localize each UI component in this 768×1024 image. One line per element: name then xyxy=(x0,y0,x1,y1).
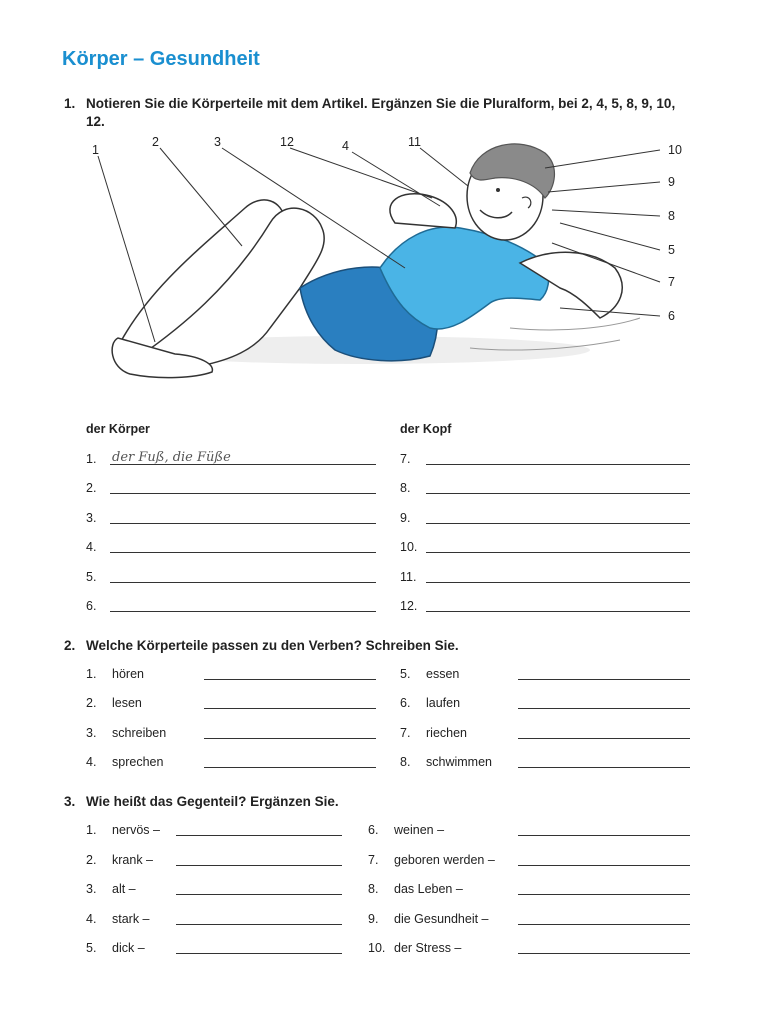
verb-label: essen xyxy=(426,667,460,681)
item-number: 3. xyxy=(86,882,97,896)
item-number: 5. xyxy=(400,667,411,681)
figure-label-4: 4 xyxy=(342,139,349,153)
figure-label-12: 12 xyxy=(280,135,294,149)
verb-label: riechen xyxy=(426,725,467,740)
word-label: dick – xyxy=(112,941,145,955)
exercise-2-instruction xyxy=(64,638,459,653)
figure-label-11: 11 xyxy=(408,135,421,149)
answer-line[interactable] xyxy=(110,582,376,583)
figure-label-1: 1 xyxy=(92,143,99,157)
instruction-text: Notieren Sie die Körperteile mit dem Artikel. Ergänzen Sie die Pluralform, bei 2, 4, 5, 8, 9, 10, xyxy=(86,96,676,111)
instruction-continuation: 12. xyxy=(86,114,105,129)
answer-line[interactable] xyxy=(518,708,690,709)
figure-label-6: 6 xyxy=(668,309,675,323)
answer-number: 8. xyxy=(400,481,411,496)
item-number: 3. xyxy=(86,725,97,740)
item-number: 6. xyxy=(368,823,379,837)
answer-line[interactable] xyxy=(518,767,690,768)
answer-line[interactable] xyxy=(176,924,342,925)
exercise-number: 2. xyxy=(64,638,76,653)
answer-number: 12. xyxy=(400,599,418,613)
word-label: die Gesundheit – xyxy=(394,911,489,926)
answer-line[interactable] xyxy=(110,493,376,494)
answer-line[interactable] xyxy=(426,582,690,583)
item-number: 7. xyxy=(400,725,411,740)
verb-label: laufen xyxy=(426,696,461,711)
item-number: 9. xyxy=(368,911,379,926)
body-illustration xyxy=(0,128,768,398)
answer-number: 9. xyxy=(400,510,411,525)
item-number: 7. xyxy=(368,852,379,867)
item-number: 2. xyxy=(86,696,97,711)
figure-label-3: 3 xyxy=(214,135,221,149)
item-number: 4. xyxy=(86,911,97,926)
answer-line[interactable] xyxy=(204,767,376,768)
answer-line[interactable] xyxy=(426,464,690,465)
instruction-text: Welche Körperteile passen zu den Verben? Schreiben Sie. xyxy=(86,638,459,653)
answer-line[interactable] xyxy=(518,738,690,739)
figure-label-10: 10 xyxy=(668,143,682,157)
eye xyxy=(496,188,500,192)
figure-label-9: 9 xyxy=(668,175,675,189)
arm-behind-head xyxy=(390,194,456,228)
item-number: 8. xyxy=(368,882,379,896)
answer-line[interactable] xyxy=(110,611,376,612)
item-number: 10. xyxy=(368,941,386,955)
answer-line[interactable] xyxy=(110,523,376,524)
answer-line[interactable] xyxy=(176,835,342,836)
word-label: nervös – xyxy=(112,823,160,837)
item-number: 2. xyxy=(86,852,97,867)
exercise-number: 3. xyxy=(64,794,76,809)
column-heading-head: der Kopf xyxy=(400,422,452,436)
word-label: krank – xyxy=(112,852,153,867)
item-number: 1. xyxy=(86,823,97,837)
item-number: 8. xyxy=(400,755,411,770)
word-label: alt – xyxy=(112,882,136,896)
verb-label: sprechen xyxy=(112,755,164,770)
answer-number: 5. xyxy=(86,569,97,584)
item-number: 5. xyxy=(86,941,97,955)
item-number: 1. xyxy=(86,667,97,681)
answer-line[interactable] xyxy=(426,493,690,494)
column-heading-body: der Körper xyxy=(86,422,150,436)
answer-line[interactable] xyxy=(518,924,690,925)
answer-line[interactable] xyxy=(518,835,690,836)
verb-label: schwimmen xyxy=(426,755,492,770)
exercise-1-instruction xyxy=(64,96,676,129)
answer-line[interactable] xyxy=(518,865,690,866)
verb-label: schreiben xyxy=(112,725,167,740)
word-label: geboren werden – xyxy=(394,852,495,867)
answer-line[interactable] xyxy=(518,894,690,895)
item-number: 4. xyxy=(86,755,97,770)
figure-label-2: 2 xyxy=(152,135,159,149)
answer-line[interactable] xyxy=(176,953,342,954)
answer-number: 2. xyxy=(86,481,97,496)
item-number: 6. xyxy=(400,696,411,711)
handwritten-answer: der Fuß, die Füße xyxy=(112,450,231,465)
word-label: der Stress – xyxy=(394,941,462,955)
answer-line[interactable] xyxy=(426,552,690,553)
exercise-3-instruction xyxy=(64,794,339,809)
answer-line[interactable] xyxy=(176,894,342,895)
answer-number: 6. xyxy=(86,599,97,613)
answer-number: 4. xyxy=(86,540,97,555)
answer-line[interactable] xyxy=(518,953,690,954)
answer-line[interactable] xyxy=(110,552,376,553)
word-label: weinen – xyxy=(394,823,445,837)
instruction-text: Wie heißt das Gegenteil? Ergänzen Sie. xyxy=(86,794,339,809)
figure-label-5: 5 xyxy=(668,243,675,257)
answer-line[interactable] xyxy=(204,738,376,739)
answer-line[interactable] xyxy=(426,611,690,612)
answer-line[interactable] xyxy=(204,708,376,709)
verb-label: lesen xyxy=(112,696,142,711)
word-label: stark – xyxy=(112,911,150,926)
figure-label-7: 7 xyxy=(668,275,675,289)
word-label: das Leben – xyxy=(394,882,463,896)
verb-label: hören xyxy=(112,667,144,681)
figure-label-8: 8 xyxy=(668,209,675,223)
answer-number: 11. xyxy=(400,569,417,584)
answer-line[interactable] xyxy=(176,865,342,866)
answer-line[interactable] xyxy=(518,679,690,680)
answer-number: 1. xyxy=(86,452,97,466)
exercise-number: 1. xyxy=(64,96,76,111)
answer-number: 7. xyxy=(400,452,411,466)
answer-line[interactable] xyxy=(426,523,690,524)
motion-line xyxy=(510,318,640,330)
answer-number: 10. xyxy=(400,540,418,555)
page-title: Körper – Gesundheit xyxy=(62,48,260,70)
answer-line[interactable] xyxy=(204,679,376,680)
answer-number: 3. xyxy=(86,510,97,525)
